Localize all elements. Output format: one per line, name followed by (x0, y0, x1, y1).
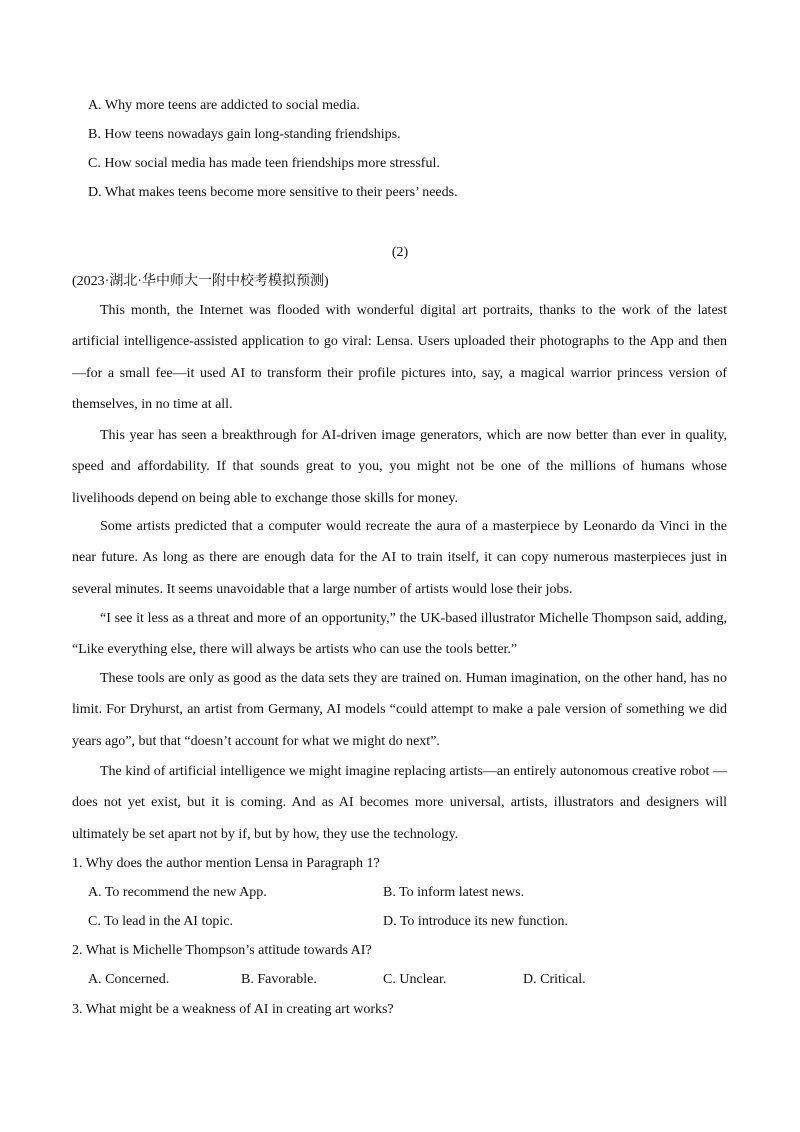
question-1-option-a: A. To recommend the new App. (88, 885, 267, 900)
question-2-option-a: A. Concerned. (88, 972, 170, 987)
paragraph-4: “I see it less as a threat and more of an opportunity,” the UK-based illustrator Michelle Thompson said, adding, “Like everything else, there will always be artists who can use the tools better.” (72, 611, 727, 658)
option-a: A. Why more teens are addicted to social media. (88, 98, 360, 113)
option-c: C. How social media has made teen friendships more stressful. (88, 156, 440, 171)
question-1-option-d: D. To introduce its new function. (383, 914, 569, 929)
paragraph-2: This year has seen a breakthrough for AI-driven image generators, which are now better than ever in quality, speed and affordability. If that sounds great to you, you might not be one of the millions of humans whose livelihoods depend on being able to exchange those skills for money. (72, 428, 727, 506)
question-2-option-c: C. Unclear. (383, 972, 447, 987)
option-d: D. What makes teens become more sensitive to their peers’ needs. (88, 185, 458, 200)
part-number: (2) (391, 245, 409, 260)
option-b: B. How teens nowadays gain long-standing friendships. (88, 127, 401, 142)
paragraph-6: The kind of artificial intelligence we might imagine replacing artists—an entirely autonomous creative robot —does not yet exist, but it is coming. And as AI becomes more universal, artists, illustrators and designers will ultimately be set apart not by if, but by how, they use the technology. (72, 764, 727, 842)
paragraph-1: This month, the Internet was flooded with wonderful digital art portraits, thanks to the work of the latest artificial intelligence-assisted application to go viral: Lensa. Users uploaded their photographs to the App and then —for a small fee—it used AI to transform their profile pictures into, say, a magical warrior princess version of themselves, in no time at all. (72, 303, 727, 412)
question-2-option-d: D. Critical. (523, 972, 586, 987)
question-2-option-b: B. Favorable. (241, 972, 317, 987)
question-1-option-b: B. To inform latest news. (383, 885, 525, 900)
question-1-option-c: C. To lead in the AI topic. (88, 914, 233, 929)
source-line: (2023·湖北·华中师大一附中校考模拟预测) (72, 274, 329, 289)
paragraph-5: These tools are only as good as the data sets they are trained on. Human imagination, on the other hand, has no limit. For Dryhurst, an artist from Germany, AI models “could attempt to make a pale version of something we did years ago”, but that “doesn’t account for what we might do next”. (72, 671, 727, 749)
question-3-stem: 3. What might be a weakness of AI in creating art works? (72, 1002, 394, 1017)
paragraph-3: Some artists predicted that a computer would recreate the aura of a masterpiece by Leonardo da Vinci in the near future. As long as there are enough data for the AI to train itself, it can copy numerous masterpieces just in several minutes. It seems unavoidable that a large number of artists would lose their jobs. (72, 519, 727, 597)
question-2-stem: 2. What is Michelle Thompson’s attitude towards AI? (72, 943, 372, 958)
question-1-stem: 1. Why does the author mention Lensa in Paragraph 1? (72, 856, 380, 871)
